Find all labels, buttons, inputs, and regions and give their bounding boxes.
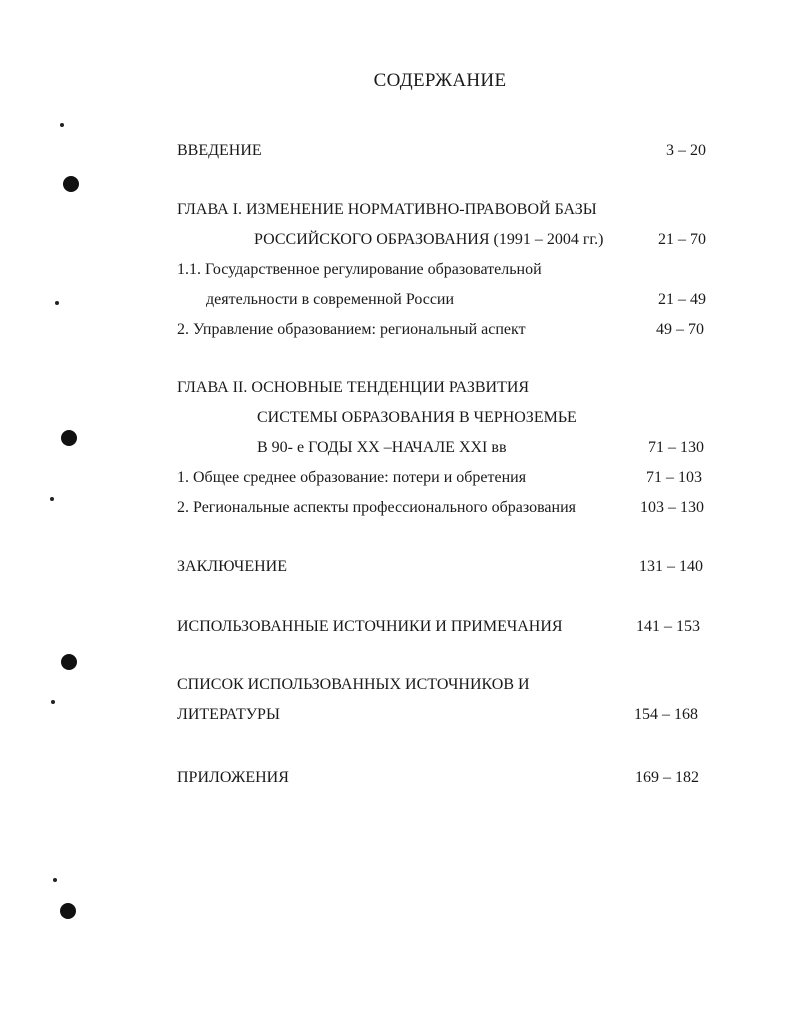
toc-entry-text: ЛИТЕРАТУРЫ: [177, 706, 280, 723]
punch-hole: [60, 903, 76, 919]
toc-entry-text: ИСПОЛЬЗОВАННЫЕ ИСТОЧНИКИ И ПРИМЕЧАНИЯ: [177, 618, 563, 635]
toc-entry-pages: 103 – 130: [640, 499, 704, 516]
toc-entry-text: СИСТЕМЫ ОБРАЗОВАНИЯ В ЧЕРНОЗЕМЬЕ: [257, 409, 577, 426]
toc-entry-text: ГЛАВА I. ИЗМЕНЕНИЕ НОРМАТИВНО-ПРАВОВОЙ БАЗЫ: [177, 201, 597, 218]
toc-entry-pages: 141 – 153: [636, 618, 700, 635]
punch-hole: [61, 654, 77, 670]
speck: [51, 700, 55, 704]
toc-entry-text: 1. Общее среднее образование: потери и обретения: [177, 469, 527, 486]
page-title: СОДЕРЖАНИЕ: [373, 70, 507, 91]
toc-entry-pages: 3 – 20: [666, 142, 706, 159]
toc-entry-text: 1.1. Государственное регулирование образовательной: [177, 261, 542, 278]
toc-entry-text: ЗАКЛЮЧЕНИЕ: [177, 558, 287, 575]
toc-entry-pages: 154 – 168: [634, 706, 698, 723]
speck: [55, 301, 59, 305]
toc-entry-pages: 71 – 103: [646, 469, 702, 486]
punch-hole: [61, 430, 77, 446]
punch-hole: [63, 176, 79, 192]
toc-entry-text: 2. Управление образованием: региональный аспект: [177, 321, 526, 338]
toc-entry-text: деятельности в современной России: [206, 291, 455, 308]
speck: [53, 878, 57, 882]
toc-entry-text: СПИСОК ИСПОЛЬЗОВАННЫХ ИСТОЧНИКОВ И: [177, 676, 530, 693]
toc-entry-pages: 21 – 70: [658, 231, 706, 248]
toc-entry-text: ВВЕДЕНИЕ: [177, 142, 262, 159]
toc-entry-pages: 169 – 182: [635, 769, 699, 786]
toc-entry-text: 2. Региональные аспекты профессионального образования: [177, 499, 576, 516]
toc-entry-pages: 131 – 140: [639, 558, 703, 575]
toc-entry-pages: 49 – 70: [656, 321, 704, 338]
toc-entry-text: ГЛАВА II. ОСНОВНЫЕ ТЕНДЕНЦИИ РАЗВИТИЯ: [177, 379, 530, 396]
toc-entry-pages: 71 – 130: [648, 439, 704, 456]
toc-entry-pages: 21 – 49: [658, 291, 706, 308]
toc-entry-text: ПРИЛОЖЕНИЯ: [177, 769, 289, 786]
toc-entry-text: РОССИЙСКОГО ОБРАЗОВАНИЯ (1991 – 2004 гг.): [254, 231, 604, 248]
speck: [60, 123, 64, 127]
toc-entry-text: В 90- е ГОДЫ XX –НАЧАЛЕ XXI вв: [257, 439, 507, 456]
speck: [50, 497, 54, 501]
